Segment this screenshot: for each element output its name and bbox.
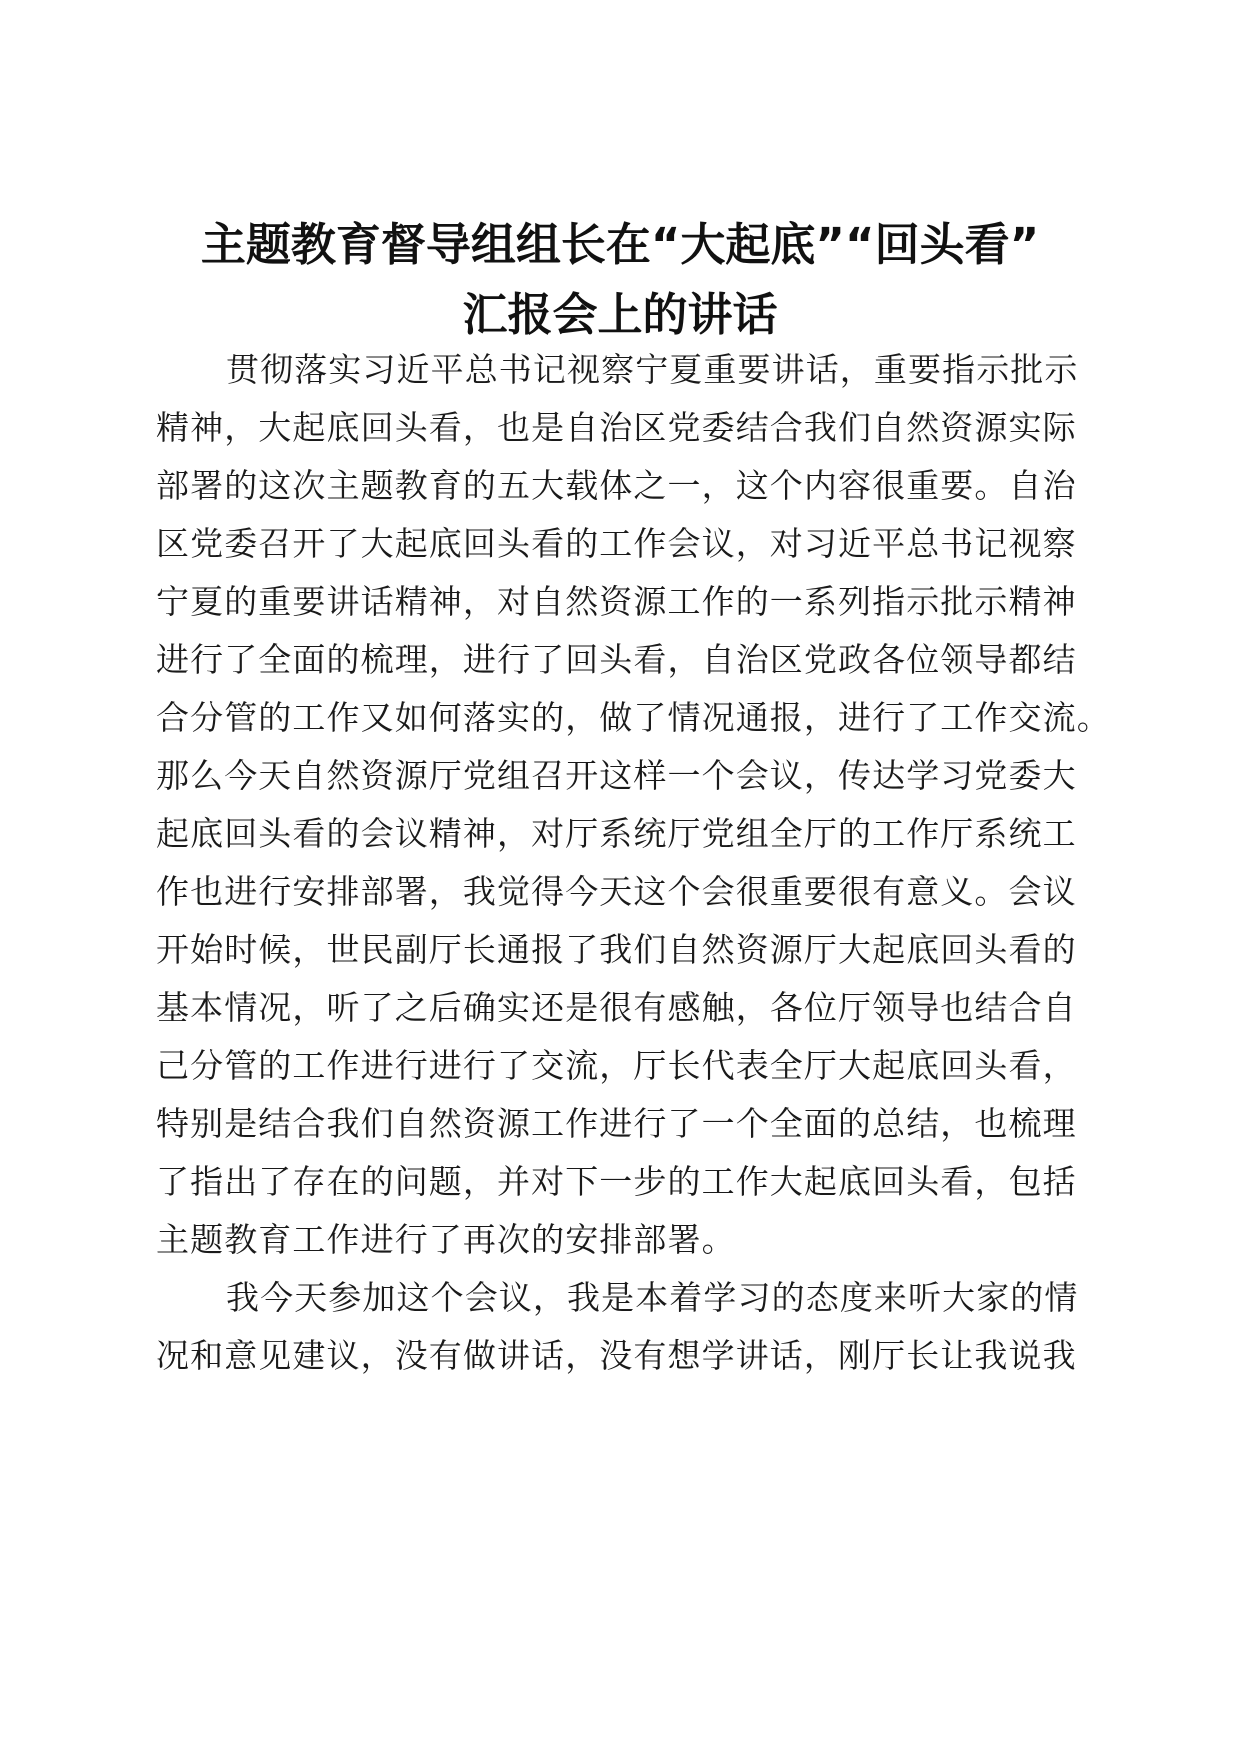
paragraph-1-line-7: 合分管的工作又如何落实的，做了情况通报，进行了工作交流。 xyxy=(156,698,1111,737)
paragraph-1-line-13: 己分管的工作进行进行了交流，厅长代表全厅大起底回头看， xyxy=(156,1046,1077,1085)
paragraph-1-line-10: 作也进行安排部署，我觉得今天这个会很重要很有意义。会议 xyxy=(156,872,1077,911)
paragraph-1-line-12: 基本情况，听了之后确实还是很有感触，各位厅领导也结合自 xyxy=(156,988,1077,1027)
paragraph-1-line-4: 区党委召开了大起底回头看的工作会议，对习近平总书记视察 xyxy=(156,524,1077,563)
paragraph-1-line-9: 起底回头看的会议精神，对厅系统厅党组全厅的工作厅系统工 xyxy=(156,814,1077,853)
document-title xyxy=(130,210,1110,350)
paragraph-1-line-5: 宁夏的重要讲话精神，对自然资源工作的一系列指示批示精神 xyxy=(156,582,1077,621)
paragraph-1-line-1: 贯彻落实习近平总书记视察宁夏重要讲话，重要指示批示 xyxy=(226,350,1079,389)
paragraph-1-line-3: 部署的这次主题教育的五大载体之一，这个内容很重要。自治 xyxy=(156,466,1077,505)
title-line-1: 主题教育督导组组长在“大起底”“回头看” xyxy=(200,218,1040,271)
title-line-2: 汇报会上的讲话 xyxy=(462,288,778,341)
paragraph-1-line-8: 那么今天自然资源厅党组召开这样一个会议，传达学习党委大 xyxy=(156,756,1077,795)
paragraph-1-line-14: 特别是结合我们自然资源工作进行了一个全面的总结，也梳理 xyxy=(156,1104,1077,1143)
paragraph-1-line-15: 了指出了存在的问题，并对下一步的工作大起底回头看，包括 xyxy=(156,1162,1077,1201)
paragraph-2-line-1: 我今天参加这个会议，我是本着学习的态度来听大家的情 xyxy=(226,1278,1079,1317)
paragraph-2-line-2: 况和意见建议，没有做讲话，没有想学讲话，刚厅长让我说我 xyxy=(156,1336,1077,1375)
paragraph-1-line-11: 开始时候，世民副厅长通报了我们自然资源厅大起底回头看的 xyxy=(156,930,1077,969)
paragraph-1-line-6: 进行了全面的梳理，进行了回头看，自治区党政各位领导都结 xyxy=(156,640,1077,679)
paragraph-1-line-2: 精神，大起底回头看，也是自治区党委结合我们自然资源实际 xyxy=(156,408,1077,447)
paragraph-1-line-16: 主题教育工作进行了再次的安排部署。 xyxy=(156,1220,736,1259)
